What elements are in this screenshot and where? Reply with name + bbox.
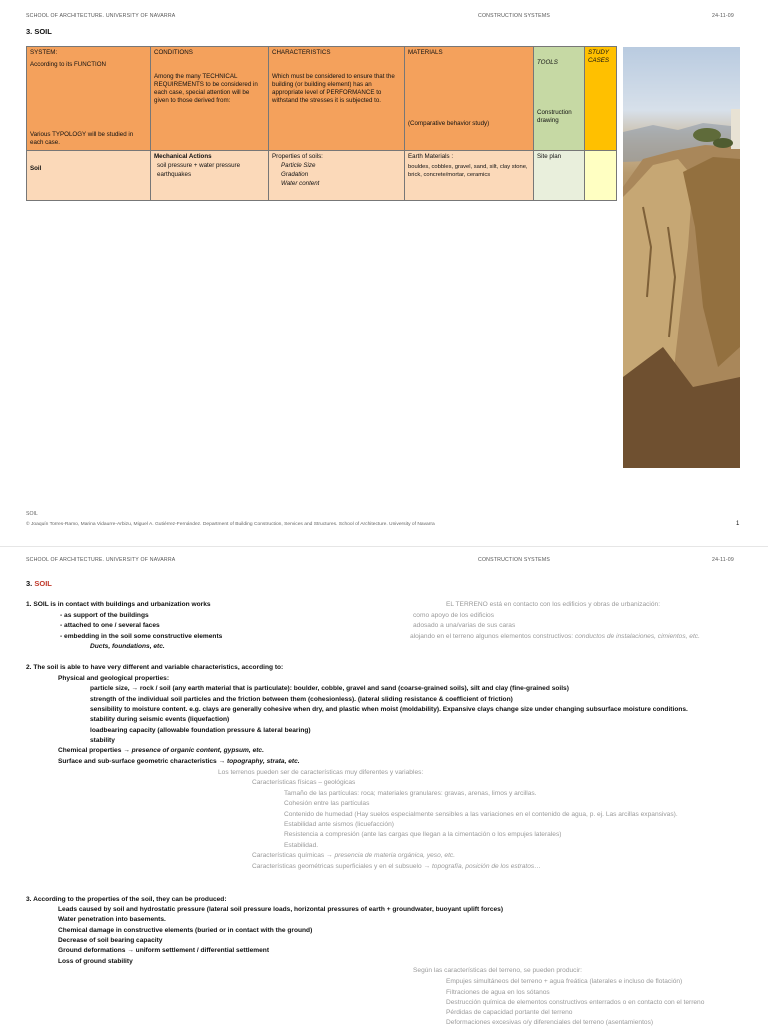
mechanical-action-2: earthquakes — [157, 171, 192, 178]
soil-property-2: Gradation — [281, 171, 309, 178]
es-point-1b: adosado a una/varias de sus caras — [413, 622, 516, 629]
es-point-1c-detail: conductos de instalaciones, cimientos, etc. — [574, 633, 700, 640]
en-point-1: 1. SOIL is in contact with buildings and urbanization works — [26, 601, 211, 608]
en-point-2h-detail: presence of organic content, gypsum, etc. — [131, 747, 264, 754]
mechanical-actions-cell — [151, 151, 269, 201]
section-title: 3. SOIL — [26, 27, 52, 36]
es-point-2i-label: Características geométricas superficiales y en el subsuelo → — [252, 863, 432, 870]
es-point-3b: Filtraciones de agua en los sótanos — [446, 989, 550, 996]
earth-materials-title: Earth Materials : — [408, 153, 454, 160]
tools-text: Construction drawing — [537, 109, 572, 124]
es-point-2i-detail: topografía, posición de los estratos… — [431, 863, 541, 870]
en-point-2c: strength of the individual soil particles and the friction between them (cohesionless). (lateral sliding resistance & coefficient of friction) — [90, 696, 513, 703]
study-cases-cell — [585, 151, 617, 201]
soil-property-1: Particle Size — [281, 162, 316, 169]
soil-row-label-cell — [27, 151, 151, 201]
characteristics-text: Which must be considered to ensure that the building (or building element) has an appropriate level of PERFORMANCE to withstand the stresses it is subjected to. — [272, 73, 395, 104]
en-point-2b: particle size, → rock / soil (any earth material that is particulate): boulder, cobble, gravel and sand (coarse-grained soils), silt and clay (fine-grained soils) — [90, 685, 569, 692]
page-number: 1 — [736, 521, 740, 527]
es-point-3d: Pérdidas de capacidad portante del terreno — [446, 1009, 573, 1016]
en-point-3f: Loss of ground stability — [58, 958, 133, 965]
system-title: SYSTEM: — [30, 49, 58, 56]
en-point-2g: stability — [90, 737, 115, 744]
en-point-2a: Physical and geological properties: — [58, 675, 170, 682]
es-point-2c: Cohesión entre las partículas — [284, 800, 370, 807]
es-point-2h-label: Características químicas → — [252, 852, 335, 859]
en-point-3: 3. According to the properties of the soil, they can be produced: — [26, 896, 227, 903]
header-course: CONSTRUCTION SYSTEMS — [478, 13, 551, 19]
en-point-1a: - as support of the buildings — [60, 612, 149, 619]
es-point-2f: Resistencia a compresión (ante las cargas que llegan a la cimentación o los empujes laterales) — [284, 831, 562, 838]
en-point-2i-label: Surface and sub-surface geometric characteristics → — [58, 758, 227, 765]
es-point-2d: Contenido de humedad (Hay suelos especialmente sensibles a las variaciones en el contenido de agua, p. ej. Las arcillas expansivas). — [284, 811, 678, 818]
footer-credits: © Joaquín Torres-Ramo, Marina Vidaurre-Arbizu, Miguel A. Gutiérrez-Fernández. Department of Building Construction, Services and Structures. School of Architecture. University of Navarra — [26, 522, 435, 527]
soil-property-3: Water content — [281, 180, 320, 187]
materials-text: (Comparative behavior study) — [408, 120, 490, 127]
conditions-title: CONDITIONS — [154, 49, 193, 56]
es-point-2e: Estabilidad ante sismos (licuefacción) — [284, 821, 394, 828]
en-point-2h-label: Chemical properties → — [58, 747, 132, 754]
system-note: Various TYPOLOGY will be studied in each case. — [30, 131, 134, 146]
page-2-title-number: 3. — [26, 579, 33, 588]
page-2-title-word: SOIL — [34, 579, 52, 588]
en-point-1c: - embedding in the soil some constructive elements — [60, 633, 223, 640]
page-2-title — [26, 579, 52, 588]
en-point-3c: Chemical damage in constructive elements (buried or in contact with the ground) — [58, 927, 313, 934]
header-school: SCHOOL OF ARCHITECTURE. UNIVERSITY OF NAVARRA — [26, 13, 176, 19]
tools-header-cell — [534, 47, 585, 151]
es-point-2a: Características físicas – geológicas — [252, 779, 356, 786]
cliff-illustration — [623, 47, 740, 468]
tools-title: TOOLS — [537, 59, 558, 66]
es-point-1: EL TERRENO está en contacto con los edificios y obras de urbanización: — [446, 601, 661, 608]
es-point-3a: Empujes simultáneos del terreno + agua freática (laterales e incluso de flotación) — [446, 978, 683, 985]
es-point-2i — [252, 862, 541, 872]
en-point-2d: sensibility to moisture content. e.g. clays are generally cohesive when dry, and plastic when moist (moldability). Expansive clays change size under changing subsurface moisture conditions. — [90, 706, 688, 713]
materials-title: MATERIALS — [408, 49, 443, 56]
en-point-3a: Leads caused by soil and hydrostatic pressure (lateral soil pressure loads, horizontal pressures of earth + groundwater, buoyant uplift forces) — [58, 906, 504, 913]
mechanical-actions-title: Mechanical Actions — [154, 153, 212, 160]
page-divider — [0, 546, 768, 547]
materials-header-cell — [405, 47, 534, 151]
en-point-2h — [58, 746, 264, 756]
system-subtitle: According to its FUNCTION — [30, 61, 106, 68]
es-point-2b: Tamaño de las partículas: roca; materiales granulares: gravas, arenas, limos y arcillas. — [284, 790, 537, 797]
en-point-3e: Ground deformations → uniform settlement / differential settlement — [58, 947, 270, 954]
es-point-1c-label: alojando en el terreno algunos elementos constructivos: — [410, 633, 575, 640]
es-point-3e: Deformaciones excesivas o/y diferenciales del terreno (asentamientos) — [446, 1019, 654, 1026]
study-cases-title: STUDY CASES — [588, 49, 609, 64]
es-point-2g: Estabilidad. — [284, 842, 319, 849]
characteristics-title: CHARACTERISTICS — [272, 49, 331, 56]
en-point-1d: Ducts, foundations, etc. — [90, 643, 165, 650]
es-point-1a: como apoyo de los edificios — [413, 612, 495, 619]
es-point-2h-detail: presencia de materia orgánica, yeso, etc. — [334, 852, 456, 859]
en-point-1b: - attached to one / several faces — [60, 622, 160, 629]
soil-row-label: Soil — [30, 165, 42, 172]
soil-properties-title: Properties of soils: — [272, 153, 323, 160]
en-point-2i — [58, 757, 300, 767]
soil-requirements-table — [26, 46, 617, 201]
header-school-2: SCHOOL OF ARCHITECTURE. UNIVERSITY OF NAVARRA — [26, 557, 176, 563]
en-point-3d: Decrease of soil bearing capacity — [58, 937, 163, 944]
earth-materials-text: bouldes, cobbles, gravel, sand, silt, clay stone, brick, concrete/mortar, ceramics — [408, 164, 528, 178]
en-point-2e: stability during seismic events (liquefaction) — [90, 716, 230, 723]
es-point-3: Según las características del terreno, se pueden producir: — [413, 967, 582, 974]
system-header-cell — [27, 47, 151, 151]
study-cases-header-cell — [585, 47, 617, 151]
characteristics-header-cell — [269, 47, 405, 151]
site-plan-cell — [534, 151, 585, 201]
conditions-text: Among the many TECHNICAL REQUIREMENTS to be considered in each case, special attention will be given to those derived from: — [154, 73, 258, 104]
earth-materials-cell — [405, 151, 534, 201]
footer-label: SOIL — [26, 511, 38, 517]
header-date-2: 24-11-09 — [712, 557, 734, 563]
header-course-2: CONSTRUCTION SYSTEMS — [478, 557, 551, 563]
es-point-2: Los terrenos pueden ser de características muy diferentes y variables: — [218, 769, 424, 776]
cliff-photo — [623, 47, 740, 468]
conditions-header-cell — [151, 47, 269, 151]
en-point-3b: Water penetration into basements. — [58, 916, 166, 923]
header-date: 24-11-09 — [712, 13, 734, 19]
mechanical-action-1: soil pressure + water pressure — [157, 162, 241, 169]
en-point-2f: loadbearing capacity (allowable foundation pressure & lateral bearing) — [90, 727, 311, 734]
es-point-3c: Destrucción química de elementos constructivos enterrados o en contacto con el terreno — [446, 999, 705, 1006]
site-plan-text: Site plan — [537, 153, 562, 160]
soil-properties-cell — [269, 151, 405, 201]
en-point-2: 2. The soil is able to have very different and variable characteristics, according to: — [26, 664, 284, 671]
es-point-2h — [252, 851, 455, 861]
en-point-2i-detail: topography, strata, etc. — [226, 758, 300, 765]
es-point-1c — [410, 632, 700, 642]
